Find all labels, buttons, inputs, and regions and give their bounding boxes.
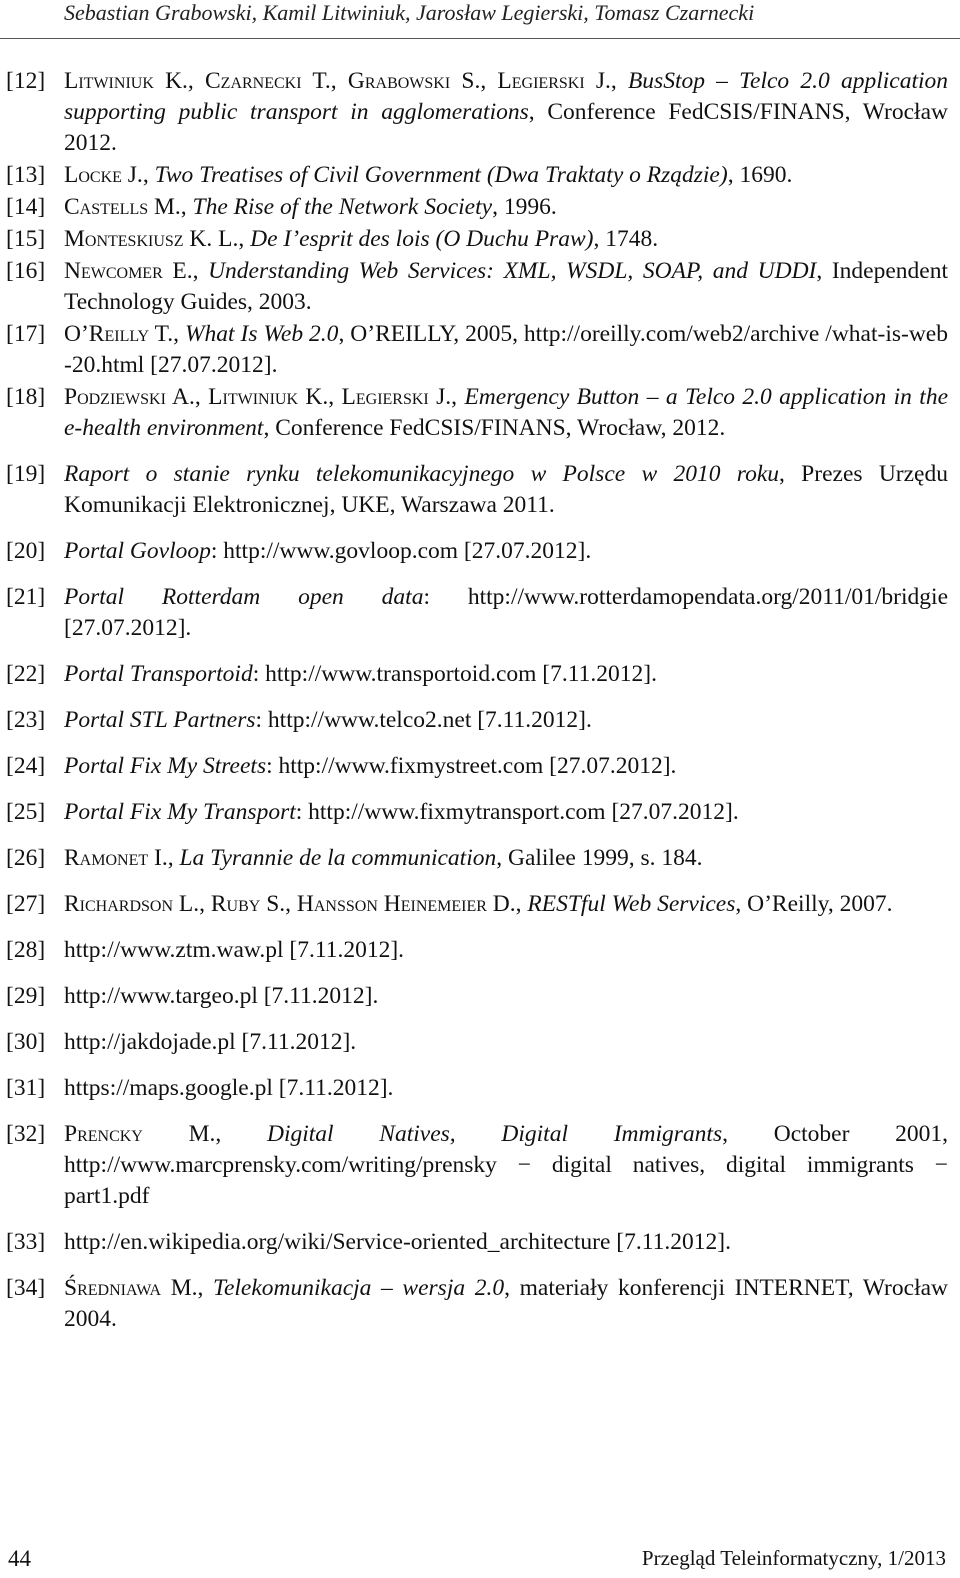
reference-details: , 1748. [593, 226, 659, 252]
reference-details: http://en.wikipedia.org/wiki/Service-oriented_architecture [7.11.2012]. [64, 1229, 731, 1255]
reference-title: What Is Web 2.0 [184, 321, 339, 347]
page-number: 44 [8, 1546, 31, 1571]
reference-details: , O’REILLY, 2005, http://oreilly.com/web2/archive /what-is-web-20.html [27.07.2012]. [64, 321, 948, 378]
reference-item [0, 797, 960, 828]
reference-item: [13] Locke J., Two Treatises of Civil Government (Dwa Traktaty o Rządzie), 1690. [0, 160, 960, 191]
reference-title: Telekomunikacja – wersja 2.0 [213, 1275, 505, 1301]
reference-number: [20] [6, 538, 46, 564]
reference-title: De I’esprit des lois (O Duchu Praw) [250, 226, 594, 252]
reference-item: [16] Newcomer E., Understanding Web Services: XML, WSDL, SOAP, and UDDI, Independent Technology Guides, 2003. [6, 258, 948, 315]
reference-title: Portal Fix My Streets [64, 753, 267, 779]
reference-authors: O’Reilly T. [64, 321, 174, 347]
reference-details: https://maps.google.pl [7.11.2012]. [64, 1075, 394, 1101]
reference-number: [25] [6, 799, 46, 825]
reference-item: [17] O’Reilly T., What Is Web 2.0, O’REILLY, 2005, http://oreilly.com/web2/archive /what-is-web-20.html [27.07.2012]. [6, 321, 948, 378]
reference-item [0, 1227, 960, 1258]
reference-item [0, 751, 960, 782]
reference-number: [23] [6, 707, 46, 733]
reference-title: La Tyrannie de la communication [179, 845, 497, 871]
reference-number: [27] [6, 891, 46, 917]
reference-authors: Podziewski A., Litwiniuk K., Legierski J. [64, 384, 452, 410]
reference-title: Portal Fix My Transport [64, 799, 296, 825]
reference-number: [21] [6, 584, 46, 610]
reference-item [0, 582, 960, 644]
reference-item [0, 659, 960, 690]
reference-item [0, 1073, 960, 1104]
reference-title: Raport o stanie rynku telekomunikacyjnego w Polsce w 2010 roku [64, 461, 779, 487]
reference-number: [24] [6, 753, 46, 779]
reference-title: Portal STL Partners [64, 707, 256, 733]
reference-title: Emergency Button – a Telco 2.0 application in the e-health environment [64, 384, 948, 441]
reference-details: http://www.ztm.waw.pl [7.11.2012]. [64, 937, 405, 963]
reference-item [0, 935, 960, 966]
reference-details: : http://www.fixmytransport.com [27.07.2012]. [295, 799, 739, 825]
reference-item [0, 981, 960, 1012]
reference-item: [18] Podziewski A., Litwiniuk K., Legierski J., Emergency Button – a Telco 2.0 application in the e-health environment, Conference FedCSIS/FINANS, Wrocław, 2012. [6, 384, 948, 441]
reference-authors: Litwiniuk K., Czarnecki T., Grabowski S., Legierski J. [64, 68, 611, 94]
reference-number: [22] [6, 661, 46, 687]
reference-number: [31] [6, 1075, 46, 1101]
reference-number: [14] [6, 194, 46, 220]
reference-list [0, 66, 960, 1350]
reference-authors: Richardson L., Ruby S., Hansson Heinemeier D. [64, 891, 516, 917]
reference-item: [32] Prencky M., Digital Natives, Digital Immigrants, October 2001, http://www.marcprensky.com/writing/prensky − digital natives, digital immigrants − part1.pdf [6, 1121, 949, 1209]
reference-number: [18] [6, 384, 46, 410]
reference-number: [32] [6, 1121, 46, 1147]
reference-details: , Prezes Urzędu Komunikacji Elektronicznej, UKE, Warszawa 2011. [64, 461, 948, 518]
reference-authors: Castells M. [64, 194, 181, 220]
reference-details: , October 2001, http://www.marcprensky.com/writing/prensky − digital natives, digital immigrants − part1.pdf [64, 1121, 949, 1209]
reference-number: [30] [6, 1029, 46, 1055]
reference-title: Portal Rotterdam open data [64, 584, 424, 610]
reference-title: BusStop – Telco 2.0 application supporting public transport in agglomerations [64, 68, 948, 125]
reference-details: , Galilee 1999, s. 184. [496, 845, 703, 871]
reference-number: [13] [6, 162, 46, 188]
reference-item: [34] Średniawa M., Telekomunikacja – wersja 2.0, materiały konferencji INTERNET, Wrocław 2004. [6, 1275, 948, 1332]
reference-details: : http://www.transportoid.com [7.11.2012]. [252, 661, 657, 687]
reference-number: [17] [6, 321, 46, 347]
running-title: Sebastian Grabowski, Kamil Litwiniuk, Jarosław Legierski, Tomasz Czarnecki [64, 0, 755, 25]
reference-authors: Newcomer E. [64, 258, 193, 284]
reference-item [0, 1027, 960, 1058]
reference-details: , Conference FedCSIS/FINANS, Wrocław 2012. [64, 99, 948, 156]
reference-details: , Independent Technology Guides, 2003. [64, 258, 948, 315]
reference-title: Portal Transportoid [64, 661, 253, 687]
reference-authors: Monteskiusz K. L. [64, 226, 239, 252]
reference-details: http://jakdojade.pl [7.11.2012]. [64, 1029, 357, 1055]
reference-details: , 1996. [492, 194, 557, 220]
reference-number: [33] [6, 1229, 46, 1255]
reference-title: Two Treatises of Civil Government (Dwa Traktaty o Rządzie) [154, 162, 728, 188]
reference-item: [14] Castells M., The Rise of the Network Society, 1996. [0, 192, 960, 223]
reference-title: RESTful Web Services [527, 891, 736, 917]
reference-number: [19] [6, 461, 46, 487]
reference-details: http://www.targeo.pl [7.11.2012]. [64, 983, 379, 1009]
reference-authors: Średniawa M. [64, 1275, 198, 1301]
reference-title: The Rise of the Network Society [192, 194, 493, 220]
reference-number: [26] [6, 845, 46, 871]
reference-item [0, 705, 960, 736]
reference-number: [12] [6, 68, 46, 94]
reference-details: , 1690. [727, 162, 793, 188]
reference-details: : http://www.telco2.net [7.11.2012]. [255, 707, 592, 733]
reference-details: : http://www.fixmystreet.com [27.07.2012]. [266, 753, 677, 779]
reference-authors: Ramonet I. [64, 845, 168, 871]
reference-authors: Prencky M. [64, 1121, 216, 1147]
reference-item: [12] Litwiniuk K., Czarnecki T., Grabowski S., Legierski J., BusStop – Telco 2.0 application supporting public transport in agglomerations, Conference FedCSIS/FINANS, Wrocław 2012. [6, 68, 948, 156]
reference-details: , materiały konferencji INTERNET, Wrocław 2004. [64, 1275, 948, 1332]
reference-details: , O’Reilly, 2007. [735, 891, 893, 917]
reference-item [0, 459, 960, 521]
reference-item: [26] Ramonet I., La Tyrannie de la communication, Galilee 1999, s. 184. [0, 843, 960, 874]
reference-title: Digital Natives, Digital Immigrants [266, 1121, 723, 1147]
reference-details: : http://www.rotterdamopendata.org/2011/01/bridgie [27.07.2012]. [64, 584, 948, 641]
reference-number: [15] [6, 226, 46, 252]
reference-item [0, 536, 960, 567]
reference-title: Understanding Web Services: XML, WSDL, SOAP, and UDDI [208, 258, 817, 284]
reference-number: [29] [6, 983, 46, 1009]
reference-details: , Conference FedCSIS/FINANS, Wrocław, 2012. [263, 415, 726, 441]
page-footer [0, 1540, 960, 1578]
reference-number: [28] [6, 937, 46, 963]
reference-item: [27] Richardson L., Ruby S., Hansson Heinemeier D., RESTful Web Services, O’Reilly, 2007. [0, 889, 960, 920]
reference-number: [34] [6, 1275, 46, 1301]
reference-details: : http://www.govloop.com [27.07.2012]. [210, 538, 592, 564]
reference-authors: Locke J. [64, 162, 143, 188]
reference-item: [15] Monteskiusz K. L., De I’esprit des lois (O Duchu Praw), 1748. [0, 224, 960, 255]
reference-number: [16] [6, 258, 46, 284]
running-header [0, 0, 960, 39]
reference-title: Portal Govloop [64, 538, 211, 564]
journal-name: Przegląd Teleinformatyczny, 1/2013 [641, 1546, 946, 1570]
